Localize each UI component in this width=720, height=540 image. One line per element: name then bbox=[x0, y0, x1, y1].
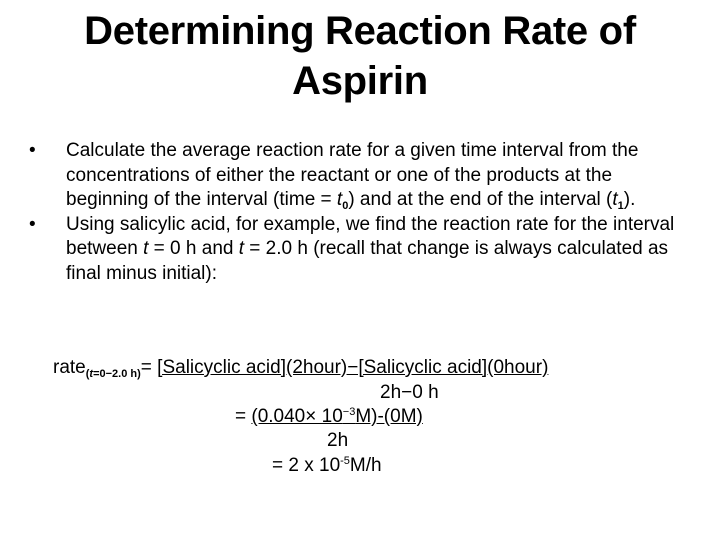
bullet-text-part: ). bbox=[623, 189, 636, 210]
bullet-text-part: Using salicylic acid, for example, we find the reaction rate for the interval between bbox=[66, 213, 675, 259]
denominator-hours: 2h bbox=[327, 430, 349, 451]
equals-sign: = bbox=[140, 357, 158, 378]
numerator-values-part: (0.040× 10 bbox=[251, 406, 343, 427]
numerator-values-row bbox=[235, 405, 423, 429]
result-row bbox=[272, 454, 382, 478]
numerator-concentration-difference: [Salicyclic acid](2hour)−[Salicyclic acid](0hour) bbox=[157, 357, 549, 378]
result-exponent: -5 bbox=[340, 455, 350, 467]
bullet-marker: • bbox=[29, 213, 36, 235]
result-part: = 2 x 10 bbox=[272, 455, 341, 476]
time-variable: t bbox=[143, 238, 149, 259]
bullet-text-part: ) and at the end of the interval ( bbox=[348, 189, 613, 210]
equals-sign: = bbox=[235, 406, 252, 427]
rate-subscript-variable: t bbox=[89, 368, 94, 380]
time-subscript: 1 bbox=[617, 200, 624, 212]
rate-equation-row bbox=[53, 356, 548, 386]
time-subscript: 0 bbox=[342, 200, 349, 212]
time-variable: t bbox=[612, 189, 618, 210]
bullet-text-part: = 2.0 h (recall that change is always calculated as final minus initial): bbox=[66, 238, 669, 284]
bullet-text-part: = 0 h and bbox=[148, 238, 239, 259]
denominator-time-difference: 2h−0 h bbox=[380, 382, 439, 403]
numerator-exponent: −3 bbox=[342, 406, 356, 418]
bullet-list bbox=[26, 139, 686, 286]
bullet-item-salicylic-example bbox=[26, 213, 686, 287]
bullet-marker: • bbox=[29, 140, 36, 161]
numerator-values bbox=[251, 406, 422, 427]
rate-subscript-open: ( bbox=[85, 368, 90, 380]
rate-subscript bbox=[86, 368, 141, 380]
rate-subscript-range: =0−2.0 h) bbox=[93, 368, 141, 380]
time-variable: t bbox=[238, 238, 245, 259]
rate-label: rate bbox=[53, 357, 86, 378]
numerator-values-part: M)-(0M) bbox=[355, 406, 423, 427]
slide-title-line-1: Determining Reaction Rate of bbox=[84, 9, 636, 53]
bullet-text bbox=[66, 139, 686, 213]
slide-title bbox=[20, 6, 700, 106]
result-unit: M/h bbox=[349, 455, 382, 476]
bullet-text bbox=[66, 213, 686, 287]
bullet-item-average-rate bbox=[26, 139, 686, 213]
bullet-text-part: Calculate the average reaction rate for a given time interval from the concentrations of either the reactant or one of the products at the beginning of the interval (time = bbox=[66, 140, 639, 210]
time-variable: t bbox=[336, 189, 343, 210]
slide-title-line-2: Aspirin bbox=[292, 59, 428, 103]
